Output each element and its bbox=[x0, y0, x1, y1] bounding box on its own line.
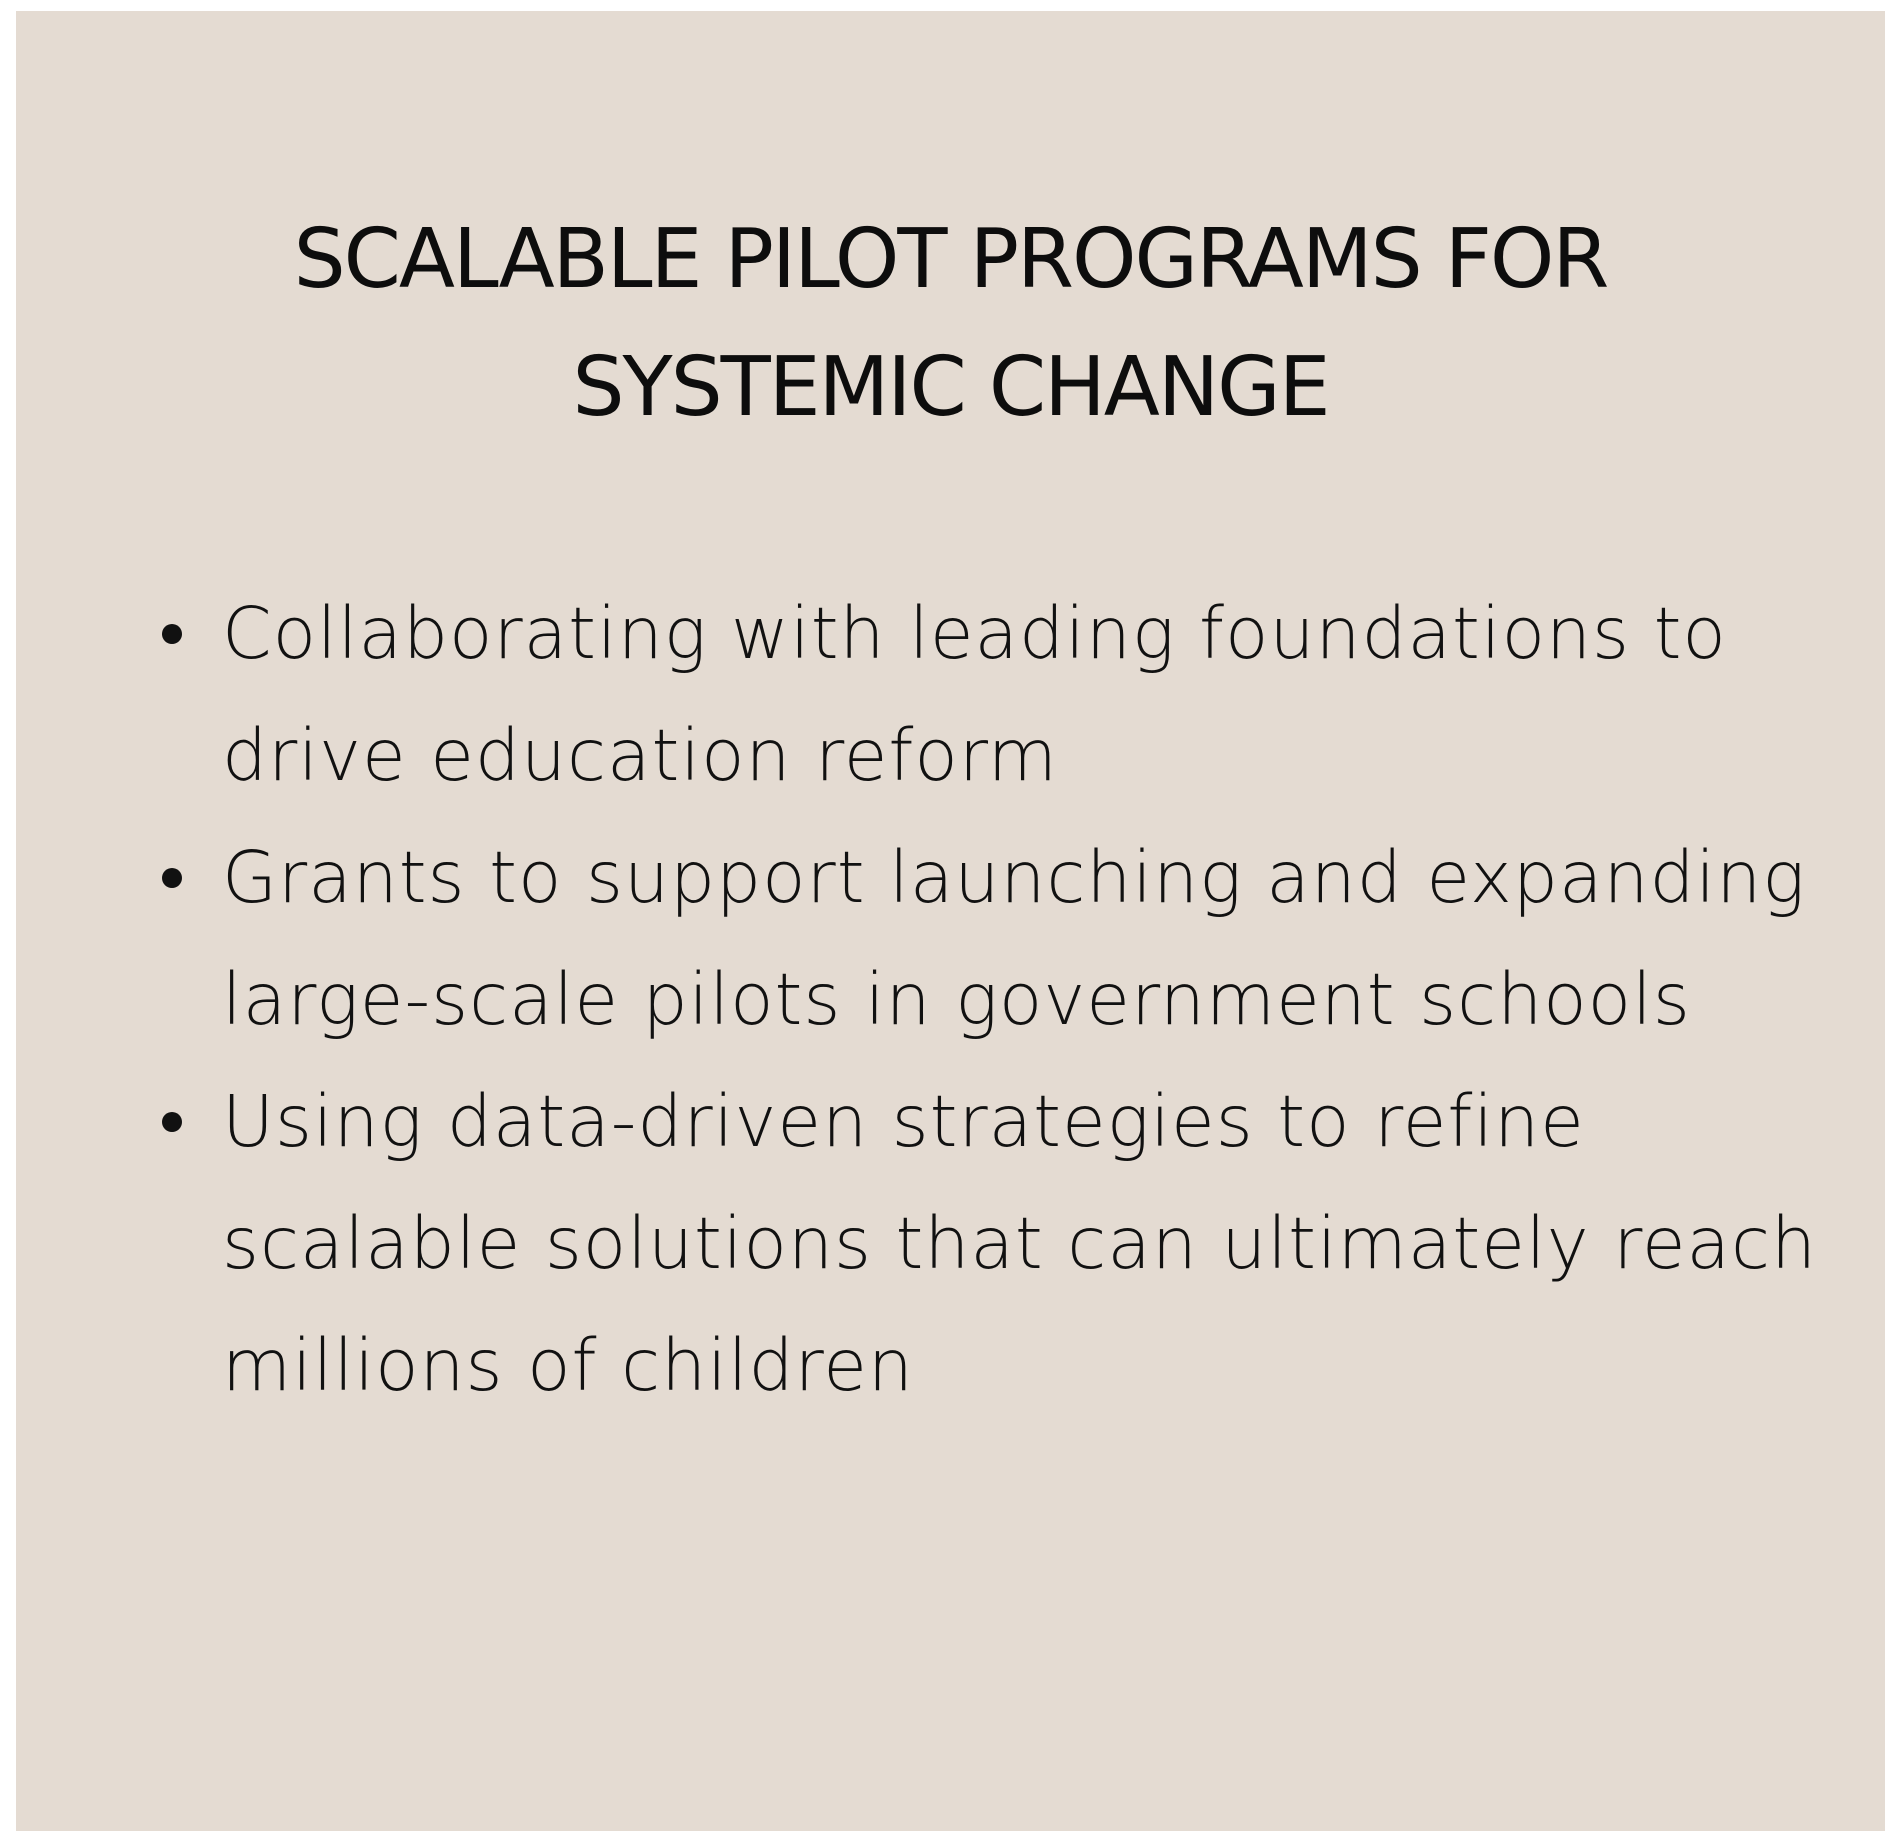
bullet-icon bbox=[162, 868, 182, 888]
list-item-text: Collaborating with leading foundations to drive education reform bbox=[222, 592, 1727, 797]
bullet-icon bbox=[162, 1112, 182, 1132]
page-title bbox=[16, 196, 1885, 452]
list-item-text: Grants to support launching and expanding large-scale pilots in government schools bbox=[222, 836, 1806, 1041]
content-card bbox=[16, 11, 1885, 1831]
title-line-1: SCALABLE PILOT PROGRAMS FOR bbox=[293, 212, 1608, 307]
bullet-list bbox=[222, 573, 1862, 1427]
list-item bbox=[222, 573, 1862, 817]
list-item bbox=[222, 1061, 1862, 1427]
title-line-2: SYSTEMIC CHANGE bbox=[572, 340, 1329, 435]
list-item bbox=[222, 817, 1862, 1061]
bullet-icon bbox=[162, 624, 182, 644]
list-item-text: Using data-driven strategies to refine scalable solutions that can ultimately reach millions of children bbox=[222, 1080, 1818, 1407]
